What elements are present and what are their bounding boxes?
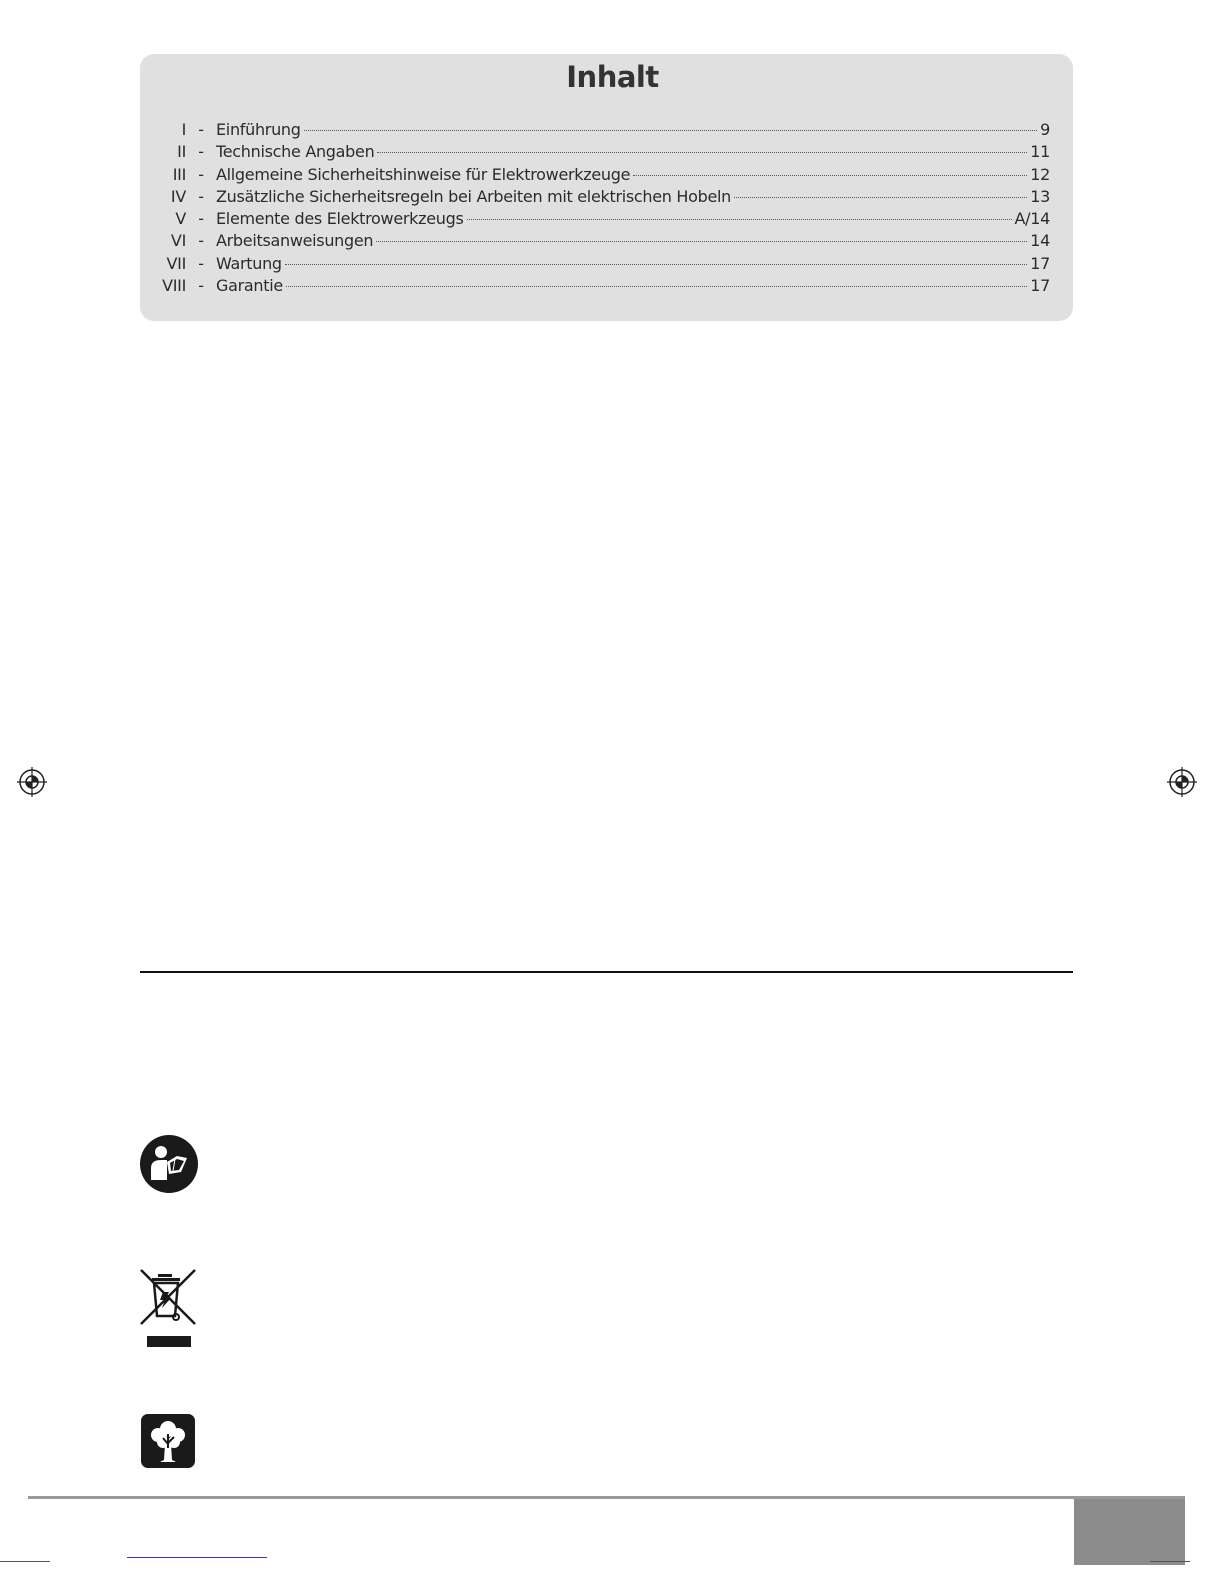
toc-entry-page: 11 [1030, 142, 1050, 162]
toc-dot-leader [285, 264, 1027, 265]
toc-entry-label: Zusätzliche Sicherheitsregeln bei Arbeiten mit elektrischen Hobeln [216, 186, 732, 206]
toc-dot-leader [467, 219, 1012, 220]
toc-entry[interactable] [150, 276, 1050, 298]
toc-entry-separator: - [198, 253, 204, 273]
toc-entry-label: Arbeitsanweisungen [216, 231, 374, 251]
toc-dot-leader [377, 152, 1027, 153]
page-number-tab [1074, 1499, 1185, 1565]
registration-mark-icon [1167, 767, 1197, 797]
toc-entry-number: VII [166, 253, 186, 273]
toc-entry-separator: - [198, 164, 204, 184]
toc-entry-number: IV [170, 186, 186, 206]
toc-entry-page: 13 [1030, 186, 1050, 206]
toc-entry-page: 9 [1040, 120, 1050, 139]
toc-dot-leader [633, 175, 1027, 176]
crop-mark [0, 1561, 50, 1562]
toc-title: Inhalt [566, 60, 659, 94]
toc-entry[interactable] [150, 254, 1050, 276]
toc-dot-leader [376, 241, 1027, 242]
toc-entry-page: 17 [1030, 253, 1050, 273]
toc-entry-number: VI [170, 231, 186, 251]
toc-entry-separator: - [198, 186, 204, 206]
toc-entry[interactable] [150, 231, 1050, 253]
toc-entry-number: V [175, 209, 186, 229]
read-manual-icon [139, 1134, 199, 1194]
toc-entry-separator: - [198, 142, 204, 162]
toc-entry-label: Garantie [216, 276, 283, 296]
toc-entry[interactable] [150, 209, 1050, 231]
toc-entry-label: Allgemeine Sicherheitshinweise für Elektrowerkzeuge [216, 164, 631, 184]
section-divider [140, 971, 1073, 973]
registration-mark-icon [17, 767, 47, 797]
toc-entry-page: 14 [1030, 231, 1050, 251]
footer-link-underline [127, 1557, 267, 1558]
toc-dot-leader [286, 286, 1027, 287]
crossed-out-bin-icon [139, 1268, 197, 1350]
toc-entry-label: Elemente des Elektrowerkzeugs [216, 209, 464, 229]
toc-entry[interactable] [150, 120, 1050, 142]
environment-tree-icon [141, 1414, 195, 1468]
toc-dot-leader [734, 197, 1027, 198]
toc-entry-page: 12 [1030, 164, 1050, 184]
footer-rule [28, 1496, 1185, 1499]
toc-entry-label: Einführung [216, 120, 301, 139]
toc-entry-separator: - [198, 209, 204, 229]
toc-entry[interactable] [150, 187, 1050, 209]
toc-entry-separator: - [198, 231, 204, 251]
toc-entry-number: I [181, 120, 186, 139]
toc-entry-label: Technische Angaben [216, 142, 375, 162]
toc-entry-separator: - [198, 120, 204, 139]
toc-entry-number: II [177, 142, 186, 162]
toc-dot-leader [304, 130, 1037, 131]
toc-entry-label: Wartung [216, 253, 282, 273]
toc-entry-separator: - [198, 276, 204, 296]
toc-entry[interactable] [150, 142, 1050, 164]
toc-entry-page: A/14 [1014, 209, 1050, 229]
crop-mark [1150, 1561, 1190, 1562]
toc-entry[interactable] [150, 165, 1050, 187]
toc-entry-number: III [172, 164, 186, 184]
toc-list [150, 120, 1050, 298]
toc-entry-page: 17 [1030, 276, 1050, 296]
toc-entry-number: VIII [162, 276, 186, 296]
